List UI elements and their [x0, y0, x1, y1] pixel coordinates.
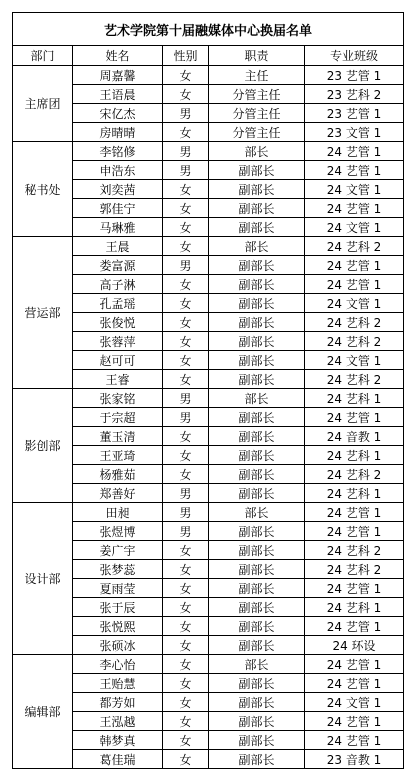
member-gender: 女: [163, 598, 209, 617]
member-gender: 女: [163, 731, 209, 750]
member-name: 韩梦真: [73, 731, 163, 750]
member-name: 于宗超: [73, 408, 163, 427]
header-role: 职责: [209, 46, 305, 66]
member-gender: 女: [163, 370, 209, 389]
member-gender: 女: [163, 750, 209, 769]
member-class: 24 文管 1: [305, 218, 404, 237]
member-gender: 女: [163, 579, 209, 598]
member-role: 副部长: [209, 579, 305, 598]
member-gender: 女: [163, 123, 209, 142]
member-class: 24 艺管 1: [305, 579, 404, 598]
member-role: 副部长: [209, 560, 305, 579]
header-name: 姓名: [73, 46, 163, 66]
member-role: 副部长: [209, 427, 305, 446]
member-role: 副部长: [209, 541, 305, 560]
member-gender: 女: [163, 636, 209, 655]
member-class: 24 艺科 2: [305, 560, 404, 579]
member-role: 分管主任: [209, 85, 305, 104]
member-gender: 男: [163, 104, 209, 123]
member-class: 24 艺管 1: [305, 503, 404, 522]
member-role: 副部长: [209, 294, 305, 313]
header-class: 专业班级: [305, 46, 404, 66]
member-role: 分管主任: [209, 104, 305, 123]
table-row: [13, 66, 404, 85]
member-class: 24 艺管 1: [305, 142, 404, 161]
member-name: 娄富源: [73, 256, 163, 275]
member-gender: 女: [163, 712, 209, 731]
department-name: 营运部: [13, 237, 73, 389]
member-role: 副部长: [209, 408, 305, 427]
member-name: 董玉清: [73, 427, 163, 446]
member-class: 24 艺科 2: [305, 313, 404, 332]
member-class: 24 文管 1: [305, 294, 404, 313]
header-row: [13, 46, 404, 66]
member-name: 张梦蕊: [73, 560, 163, 579]
member-gender: 女: [163, 66, 209, 85]
member-role: 部长: [209, 503, 305, 522]
roster-table: [12, 12, 404, 769]
member-gender: 男: [163, 161, 209, 180]
member-role: 副部长: [209, 161, 305, 180]
member-class: 23 艺管 1: [305, 104, 404, 123]
member-gender: 男: [163, 389, 209, 408]
member-name: 张煜博: [73, 522, 163, 541]
member-name: 郑善好: [73, 484, 163, 503]
member-gender: 女: [163, 427, 209, 446]
member-role: 副部长: [209, 218, 305, 237]
member-name: 郭佳宁: [73, 199, 163, 218]
member-name: 张悦熙: [73, 617, 163, 636]
member-role: 副部长: [209, 636, 305, 655]
table-row: [13, 142, 404, 161]
member-class: 24 艺管 1: [305, 655, 404, 674]
member-gender: 女: [163, 560, 209, 579]
member-class: 24 艺科 1: [305, 389, 404, 408]
member-name: 张硕冰: [73, 636, 163, 655]
member-gender: 男: [163, 503, 209, 522]
header-department: 部门: [13, 46, 73, 66]
member-class: 24 艺管 1: [305, 275, 404, 294]
member-gender: 女: [163, 693, 209, 712]
table-row: [13, 389, 404, 408]
member-role: 副部长: [209, 180, 305, 199]
table-row: [13, 237, 404, 256]
member-name: 杨雅茹: [73, 465, 163, 484]
member-gender: 女: [163, 218, 209, 237]
member-gender: 女: [163, 85, 209, 104]
member-name: 夏雨莹: [73, 579, 163, 598]
member-gender: 女: [163, 313, 209, 332]
department-name: 秘书处: [13, 142, 73, 237]
member-name: 马琳雅: [73, 218, 163, 237]
member-role: 副部长: [209, 484, 305, 503]
member-class: 23 文管 1: [305, 123, 404, 142]
document-title: 艺术学院第十届融媒体中心换届名单: [13, 13, 404, 46]
member-class: 24 艺管 1: [305, 712, 404, 731]
member-name: 刘奕茜: [73, 180, 163, 199]
roster-table-body: [13, 13, 404, 769]
member-name: 田昶: [73, 503, 163, 522]
member-gender: 女: [163, 351, 209, 370]
member-gender: 女: [163, 465, 209, 484]
member-name: 申浩东: [73, 161, 163, 180]
header-gender: 性别: [163, 46, 209, 66]
member-name: 张蓉萍: [73, 332, 163, 351]
member-role: 副部长: [209, 674, 305, 693]
member-gender: 女: [163, 237, 209, 256]
member-class: 24 环设: [305, 636, 404, 655]
member-name: 孔孟瑶: [73, 294, 163, 313]
member-name: 李心怡: [73, 655, 163, 674]
member-gender: 女: [163, 617, 209, 636]
member-name: 张俊悦: [73, 313, 163, 332]
member-class: 24 艺科 1: [305, 598, 404, 617]
member-role: 副部长: [209, 332, 305, 351]
member-gender: 男: [163, 484, 209, 503]
table-row: [13, 655, 404, 674]
member-class: 24 艺科 2: [305, 237, 404, 256]
member-role: 副部长: [209, 465, 305, 484]
member-name: 王贻慧: [73, 674, 163, 693]
member-name: 王睿: [73, 370, 163, 389]
member-name: 都芳如: [73, 693, 163, 712]
member-role: 副部长: [209, 256, 305, 275]
member-class: 24 艺科 2: [305, 370, 404, 389]
member-gender: 女: [163, 541, 209, 560]
member-role: 副部长: [209, 750, 305, 769]
member-role: 部长: [209, 142, 305, 161]
department-name: 主席团: [13, 66, 73, 142]
member-name: 王泓越: [73, 712, 163, 731]
member-gender: 女: [163, 199, 209, 218]
member-gender: 女: [163, 294, 209, 313]
member-name: 王语晨: [73, 85, 163, 104]
member-name: 张家铭: [73, 389, 163, 408]
member-class: 24 艺管 1: [305, 674, 404, 693]
member-name: 宋亿杰: [73, 104, 163, 123]
member-gender: 女: [163, 446, 209, 465]
member-class: 24 艺管 1: [305, 522, 404, 541]
member-gender: 男: [163, 256, 209, 275]
member-class: 24 文管 1: [305, 351, 404, 370]
member-class: 24 艺科 2: [305, 332, 404, 351]
member-name: 李铭修: [73, 142, 163, 161]
member-class: 24 艺科 1: [305, 446, 404, 465]
member-role: 部长: [209, 237, 305, 256]
member-role: 副部长: [209, 199, 305, 218]
member-gender: 女: [163, 655, 209, 674]
member-name: 房晴晴: [73, 123, 163, 142]
department-name: 编辑部: [13, 655, 73, 769]
member-gender: 女: [163, 332, 209, 351]
member-gender: 男: [163, 142, 209, 161]
department-name: 设计部: [13, 503, 73, 655]
member-role: 分管主任: [209, 123, 305, 142]
member-role: 部长: [209, 389, 305, 408]
member-class: 24 艺管 1: [305, 256, 404, 275]
member-name: 葛佳瑞: [73, 750, 163, 769]
member-role: 副部长: [209, 313, 305, 332]
member-role: 副部长: [209, 351, 305, 370]
member-class: 24 艺科 1: [305, 484, 404, 503]
member-role: 副部长: [209, 598, 305, 617]
member-role: 部长: [209, 655, 305, 674]
member-class: 24 艺科 2: [305, 465, 404, 484]
member-role: 副部长: [209, 370, 305, 389]
member-class: 24 文管 1: [305, 693, 404, 712]
member-role: 副部长: [209, 446, 305, 465]
member-gender: 男: [163, 522, 209, 541]
department-name: 影创部: [13, 389, 73, 503]
member-role: 主任: [209, 66, 305, 85]
member-name: 赵可可: [73, 351, 163, 370]
member-class: 24 艺管 1: [305, 731, 404, 750]
member-class: 24 艺管 1: [305, 408, 404, 427]
member-class: 24 文管 1: [305, 180, 404, 199]
member-role: 副部长: [209, 693, 305, 712]
member-gender: 女: [163, 180, 209, 199]
member-class: 24 艺管 1: [305, 199, 404, 218]
member-name: 王晨: [73, 237, 163, 256]
member-role: 副部长: [209, 275, 305, 294]
member-gender: 女: [163, 275, 209, 294]
member-class: 24 音教 1: [305, 427, 404, 446]
member-gender: 男: [163, 408, 209, 427]
member-class: 24 艺管 1: [305, 617, 404, 636]
member-name: 王亚琦: [73, 446, 163, 465]
member-class: 24 艺科 2: [305, 541, 404, 560]
member-name: 高子淋: [73, 275, 163, 294]
member-name: 姜广宇: [73, 541, 163, 560]
member-role: 副部长: [209, 617, 305, 636]
member-class: 24 艺管 1: [305, 161, 404, 180]
member-role: 副部长: [209, 731, 305, 750]
table-row: [13, 503, 404, 522]
member-name: 张于辰: [73, 598, 163, 617]
member-class: 23 音教 1: [305, 750, 404, 769]
member-role: 副部长: [209, 712, 305, 731]
member-class: 23 艺管 1: [305, 66, 404, 85]
member-name: 周嘉馨: [73, 66, 163, 85]
member-gender: 女: [163, 674, 209, 693]
member-role: 副部长: [209, 522, 305, 541]
member-class: 23 艺科 2: [305, 85, 404, 104]
title-row: [13, 13, 404, 46]
